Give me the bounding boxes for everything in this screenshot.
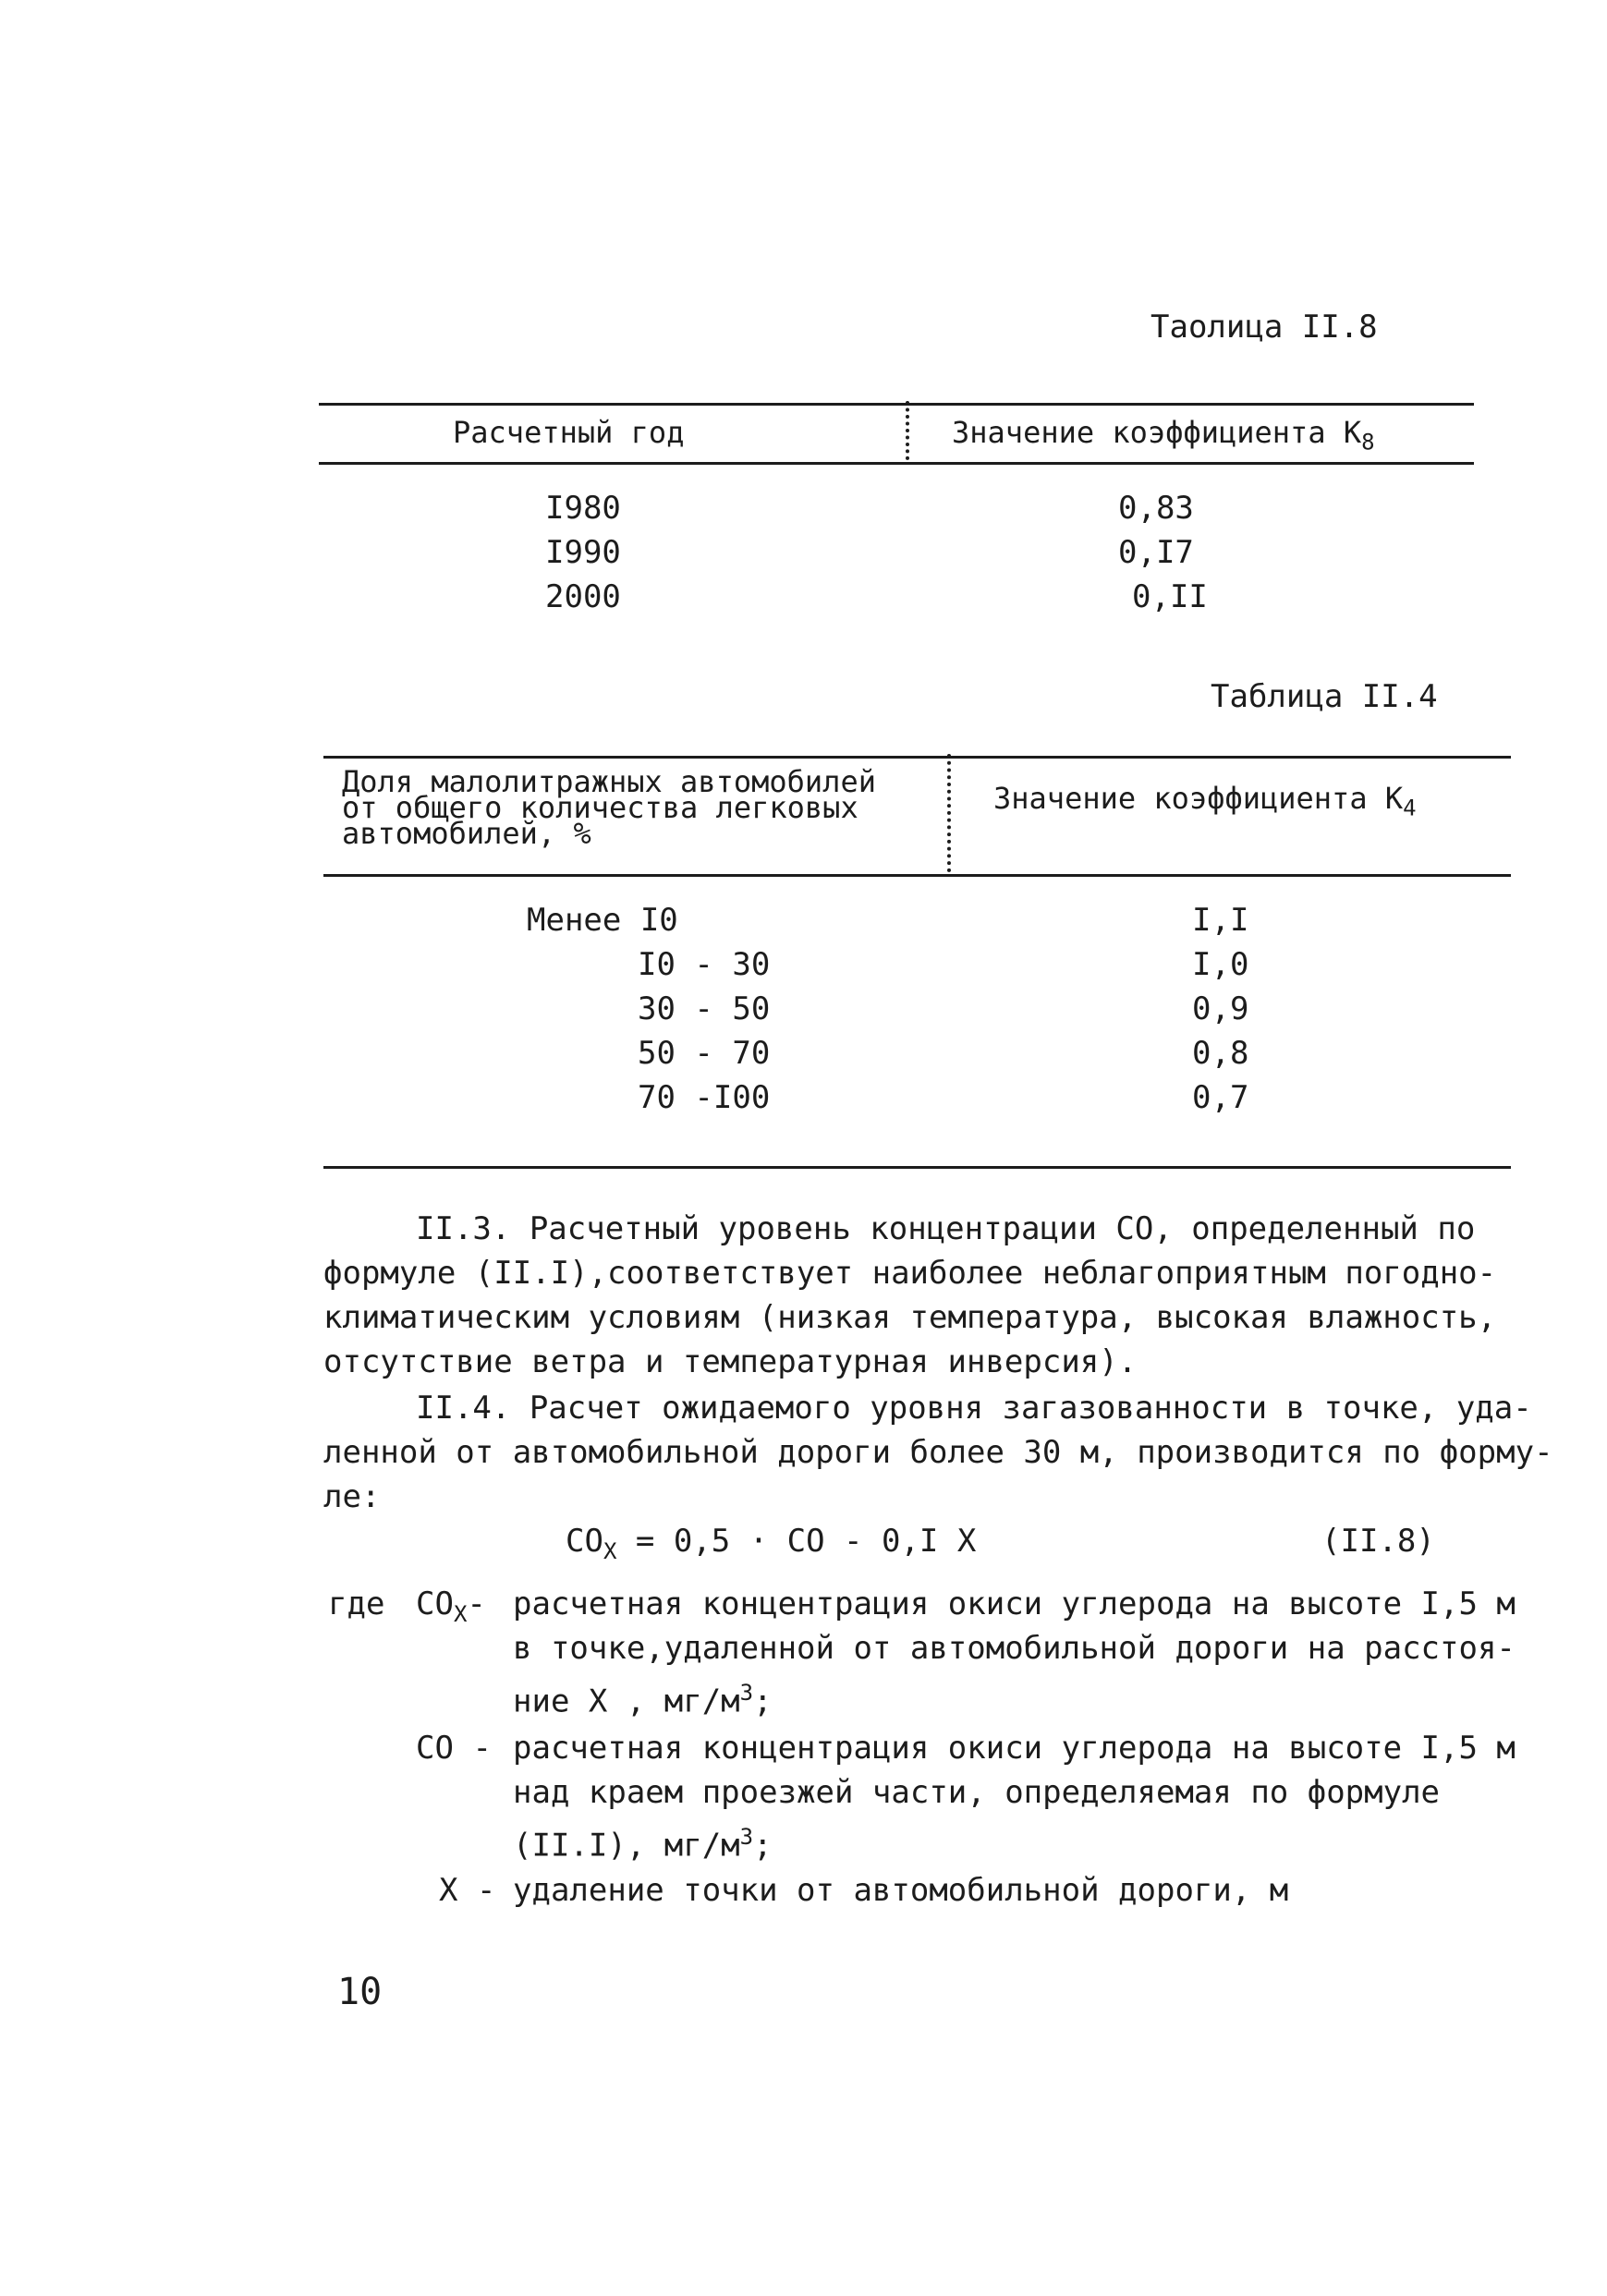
table1-column-divider — [906, 401, 909, 460]
table1-row-year: 2000 — [545, 578, 621, 615]
table2-bottom-rule — [323, 1166, 1511, 1169]
table1-row-value: 0,I7 — [1118, 534, 1194, 571]
formula-number: (II.8) — [1321, 1523, 1435, 1560]
definition-text: расчетная концентрация окиси углерода на высоте I,5 м над краем проезжей части, определяемая по формуле (II.I), $мг/м^3$; — [513, 1730, 1516, 1865]
table1-row-year: I990 — [545, 534, 621, 571]
table2-header-value: Значение коэффициента $К_4$ — [993, 781, 1417, 821]
table2-header-rule — [323, 874, 1511, 877]
table2-row-share: 30 - 50 — [638, 990, 771, 1027]
table2-row-value: I,I — [1192, 902, 1249, 939]
paragraph-11-4: II.4. Расчет ожидаемого уровня загазованности в точке, уда- ленной от автомобильной дороги более 30 м, производится по форму- ле: — [323, 1390, 1553, 1515]
table2-row-share: I0 - 30 — [638, 946, 771, 983]
table1-row-value: 0,II — [1132, 578, 1208, 615]
table2-top-rule — [323, 756, 1511, 759]
table2-column-divider — [947, 754, 951, 872]
definition-term: $CO_X-$ — [416, 1585, 486, 1627]
definition-text: расчетная концентрация окиси углерода на высоте I,5 м в точке,удаленной от автомобильной дороги на расстоя- ние X , $мг/м^3$; — [513, 1585, 1516, 1720]
table2-row-value: 0,9 — [1192, 990, 1249, 1027]
table1-top-rule — [319, 403, 1474, 406]
definition-text: удаление точки от автомобильной дороги, м — [513, 1872, 1289, 1909]
formula-11-8: $CO_X = 0,5$ · CO - 0,I X — [566, 1523, 977, 1564]
table2-row-share: Менее I0 — [527, 902, 678, 939]
table2-caption: Таблица II.4 — [1211, 678, 1438, 715]
table2-row-value: 0,8 — [1192, 1035, 1249, 1072]
table2-row-share: 50 - 70 — [638, 1035, 771, 1072]
table2-row-value: 0,7 — [1192, 1079, 1249, 1116]
table1-row-year: I980 — [545, 490, 621, 527]
definition-term: X - — [439, 1872, 496, 1909]
table1-header-year: Расчетный год — [453, 415, 685, 450]
definition-term: CO - — [416, 1730, 492, 1767]
where-label: где — [328, 1585, 385, 1622]
table1-caption: Таолица II.8 — [1150, 309, 1378, 346]
table2-row-share: 70 -I00 — [638, 1079, 771, 1116]
page-number: 10 — [337, 1971, 383, 2013]
table2-row-value: I,0 — [1192, 946, 1249, 983]
paragraph-11-3: II.3. Расчетный уровень концентрации СО, определенный по формуле (II.I),соответствует наиболее неблагоприятным погодно- климатическим условиям (низкая температура, высокая влажность, отсутствие ветра и температурная инверсия). — [323, 1210, 1497, 1380]
table2-header-share: Доля малолитражных автомобилей от общего количества легковых автомобилей, % — [342, 764, 876, 851]
table1-header-value: Значение коэффициента $К_8$ — [952, 415, 1375, 456]
table1-row-value: 0,83 — [1118, 490, 1194, 527]
table1-header-rule — [319, 462, 1474, 465]
